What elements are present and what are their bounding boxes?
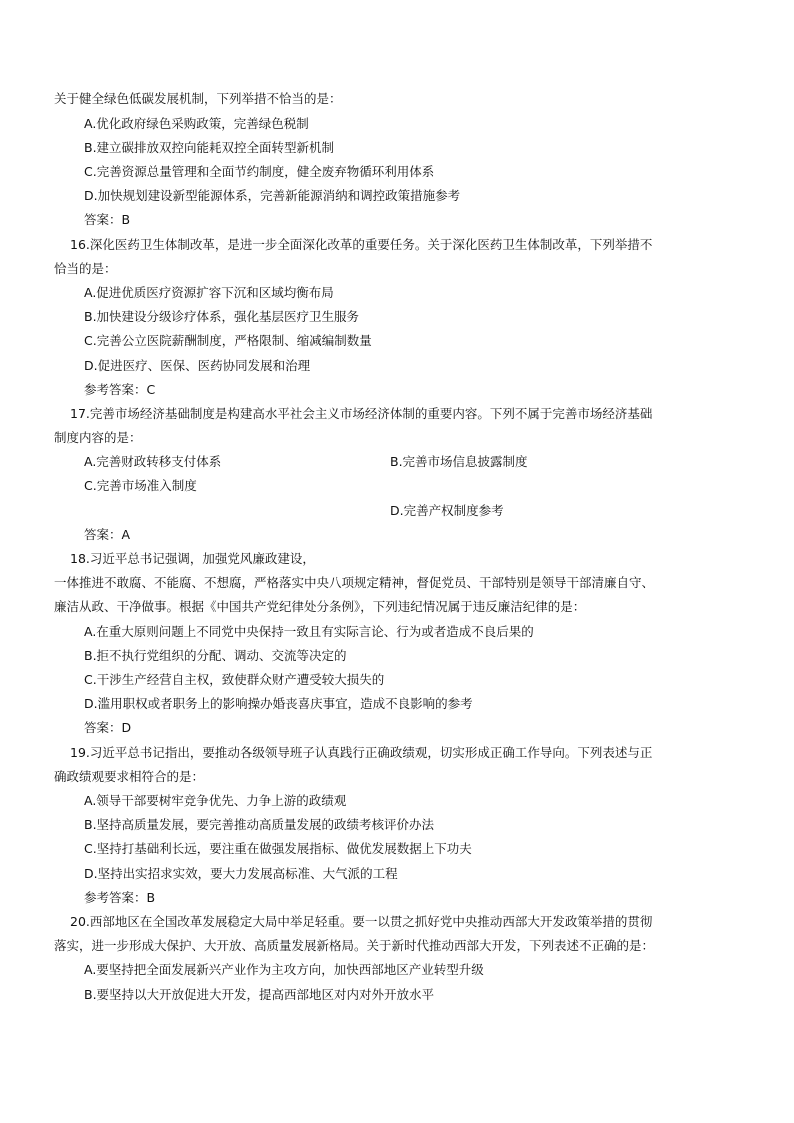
question-20-stem-line-1: 20.西部地区在全国改革发展稳定大局中举足轻重。要一以贯之抓好党中央推动西部大开发政策举措的贯彻 [70, 914, 653, 929]
question-18-answer: 答案：D [84, 720, 132, 735]
question-18-option-c: C.干涉生产经营自主权，致使群众财产遭受较大损失的 [84, 672, 385, 687]
question-16-option-b: B.加快建设分级诊疗体系，强化基层医疗卫生服务 [84, 309, 360, 324]
question-15-option-b: B.建立碳排放双控向能耗双控全面转型新机制 [84, 140, 335, 155]
question-17-answer: 答案：A [84, 527, 131, 542]
question-17-option-d: D.完善产权制度参考 [390, 503, 504, 518]
question-19-option-b: B.坚持高质量发展，要完善推动高质量发展的政绩考核评价办法 [84, 817, 435, 832]
question-17-stem-line-1: 17.完善市场经济基础制度是构建高水平社会主义市场经济体制的重要内容。下列不属于完善市场经济基础 [70, 406, 653, 421]
question-16-option-a: A.促进优质医疗资源扩容下沉和区域均衡布局 [84, 285, 334, 300]
question-19-stem-line-1: 19.习近平总书记指出，要推动各级领导班子认真践行正确政绩观，切实形成正确工作导向。下列表述与正 [70, 745, 653, 760]
question-16-option-d: D.促进医疗、医保、医药协同发展和治理 [84, 358, 311, 373]
question-20-option-a: A.要坚持把全面发展新兴产业作为主攻方向，加快西部地区产业转型升级 [84, 962, 484, 977]
question-20-stem-line-2: 落实，进一步形成大保护、大开放、高质量发展新格局。关于新时代推动西部大开发，下列表述不正确的是： [54, 938, 655, 953]
question-17-option-c: C.完善市场准入制度 [84, 478, 197, 493]
question-16-stem-line-1: 16.深化医药卫生体制改革，是进一步全面深化改革的重要任务。关于深化医药卫生体制改革，下列举措不 [70, 237, 653, 252]
question-18-option-b: B.拒不执行党组织的分配、调动、交流等决定的 [84, 648, 347, 663]
question-19-option-a: A.领导干部要树牢竞争优先、力争上游的政绩观 [84, 793, 347, 808]
question-19-option-c: C.坚持打基础利长远，要注重在做强发展指标、做优发展数据上下功夫 [84, 841, 472, 856]
question-15-option-d: D.加快规划建设新型能源体系，完善新能源消纳和调控政策措施参考 [84, 188, 461, 203]
question-15-option-c: C.完善资源总量管理和全面节约制度，健全废弃物循环利用体系 [84, 164, 435, 179]
question-19-option-d: D.坚持出实招求实效，要大力发展高标准、大气派的工程 [84, 866, 398, 881]
question-18-stem-line-2: 一体推进不敢腐、不能腐、不想腐，严格落实中央八项规定精神，督促党员、干部特别是领导干部清廉自守、 [54, 575, 655, 590]
question-19-stem-line-2: 确政绩观要求相符合的是： [54, 769, 205, 784]
question-20-option-b: B.要坚持以大开放促进大开发，提高西部地区对内对外开放水平 [84, 987, 435, 1002]
question-16-answer: 参考答案：C [84, 382, 156, 397]
question-18-option-a: A.在重大原则问题上不同党中央保持一致且有实际言论、行为或者造成不良后果的 [84, 624, 534, 639]
question-15-stem: 关于健全绿色低碳发展机制，下列举措不恰当的是： [54, 91, 342, 106]
question-17-stem-line-2: 制度内容的是： [54, 430, 142, 445]
question-17-option-b: B.完善市场信息披露制度 [390, 454, 528, 469]
question-18-stem-line-1: 18.习近平总书记强调，加强党风廉政建设， [70, 551, 315, 566]
question-15-option-a: A.优化政府绿色采购政策，完善绿色税制 [84, 116, 309, 131]
question-18-stem-line-3: 廉洁从政、干净做事。根据《中国共产党纪律处分条例》，下列违纪情况属于违反廉洁纪律的是： [54, 599, 586, 614]
question-17-option-a: A.完善财政转移支付体系 [84, 454, 222, 469]
question-16-stem-line-2: 恰当的是： [54, 261, 117, 276]
question-18-option-d: D.滥用职权或者职务上的影响操办婚丧喜庆事宜，造成不良影响的参考 [84, 696, 473, 711]
question-19-answer: 参考答案：B [84, 890, 156, 905]
question-16-option-c: C.完善公立医院薪酬制度，严格限制、缩减编制数量 [84, 333, 372, 348]
question-15-answer: 答案：B [84, 212, 131, 227]
